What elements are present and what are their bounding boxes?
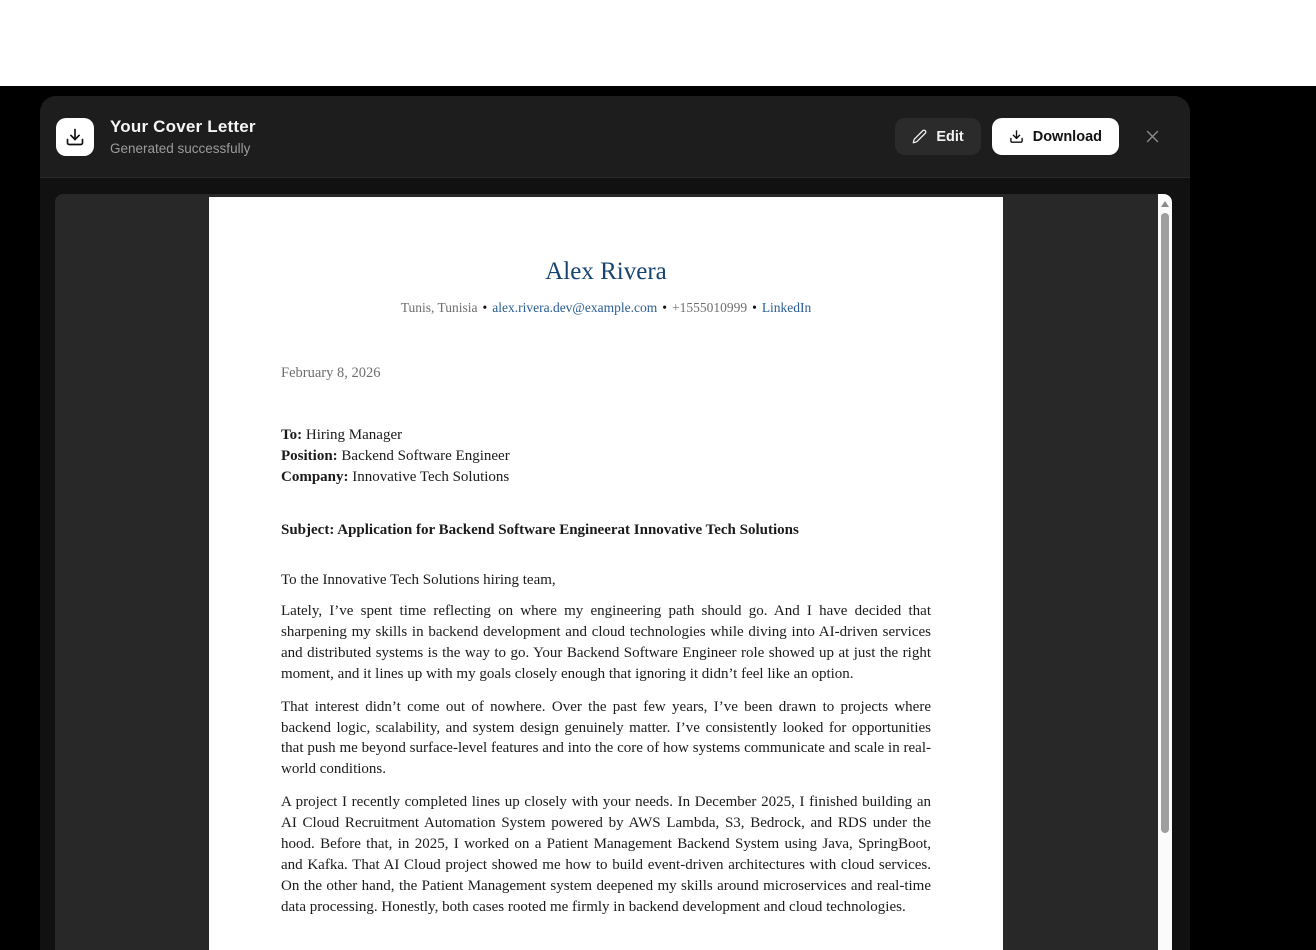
document-icon-box [56, 118, 94, 156]
recipient-position-line [281, 446, 931, 467]
position-value: Backend Software Engineer [341, 448, 510, 464]
document-viewer [55, 194, 1172, 950]
subject-line: Subject: Application for Backend Software Engineerat Innovative Tech Solutions [281, 522, 799, 538]
header-actions [895, 118, 1170, 155]
recipient-to-line [281, 425, 931, 446]
pencil-icon [912, 129, 927, 144]
download-button[interactable] [992, 118, 1119, 155]
download-button-label: Download [1032, 128, 1102, 145]
contact-separator: • [752, 300, 757, 315]
letter-paragraph: That interest didn’t come out of nowhere. Over the past few years, I’ve been drawn to projects where backend logic, scalability, and system design genuinely matter. I’ve consistently looked for opportunities that push me beyond surface-level features and into the core of how systems communicate and scale in real-world conditions. [281, 698, 931, 778]
cover-letter-modal [40, 96, 1190, 950]
company-value: Innovative Tech Solutions [352, 469, 510, 485]
modal-title: Your Cover Letter [110, 117, 256, 136]
cover-letter-page [209, 197, 1003, 950]
letter-paragraph: Lately, I’ve spent time reflecting on where my engineering path should go. And I have decided that sharpening my skills in backend development and cloud technologies while diving into AI-driven services and distributed systems is the way to go. Your Backend Software Engineer role showed up at just the right moment, and it lines up with my goals closely enough that ignoring it didn’t feel like an option. [281, 603, 931, 682]
position-label: Position: [281, 448, 338, 464]
to-value: Hiring Manager [305, 427, 403, 443]
edit-button[interactable] [895, 118, 980, 155]
contact-location: Tunis, Tunisia [400, 300, 478, 315]
greeting-line: To the Innovative Tech Solutions hiring team, [281, 572, 556, 588]
close-icon [1144, 128, 1161, 145]
close-button[interactable] [1134, 119, 1170, 155]
cover-letter-content [209, 197, 1003, 950]
recipient-company-line [281, 467, 931, 488]
header-titles [110, 117, 256, 156]
contact-separator: • [662, 300, 667, 315]
applicant-name: Alex Rivera [545, 258, 667, 285]
contact-separator: • [482, 300, 488, 315]
letter-date: February 8, 2026 [281, 365, 381, 381]
contact-phone: +1555010999 [671, 300, 748, 315]
to-label: To: [281, 427, 303, 443]
download-icon [1009, 129, 1024, 144]
letter-paragraph: A project I recently completed lines up closely with your needs. In December 2025, I finished building an AI Cloud Recruitment Automation System powered by AWS Lambda, S3, Bedrock, and RDS under the hood. Before that, in 2025, I worked on a Patient Management Backend System using Java, SpringBoot, and Kafka. That AI Cloud project showed me how to build event-driven architectures with cloud services. On the other hand, the Patient Management system deepened my skills around microservices and real-time data processing. Honestly, both cases rooted me firmly in backend development and cloud technologies. [281, 794, 931, 915]
modal-subtitle: Generated successfully [110, 141, 251, 156]
contact-line [281, 300, 931, 316]
download-icon [65, 127, 85, 147]
top-white-strip [0, 0, 1316, 86]
recipient-block [281, 425, 931, 488]
edit-button-label: Edit [936, 128, 964, 145]
company-label: Company: [281, 469, 349, 485]
scrollbar-up-arrow-icon[interactable] [1161, 201, 1169, 207]
contact-linkedin-link[interactable]: LinkedIn [761, 300, 812, 315]
scrollbar[interactable] [1158, 194, 1172, 950]
modal-header [40, 96, 1190, 178]
contact-email-link[interactable]: alex.rivera.dev@example.com [492, 300, 658, 315]
scrollbar-thumb[interactable] [1161, 213, 1169, 833]
